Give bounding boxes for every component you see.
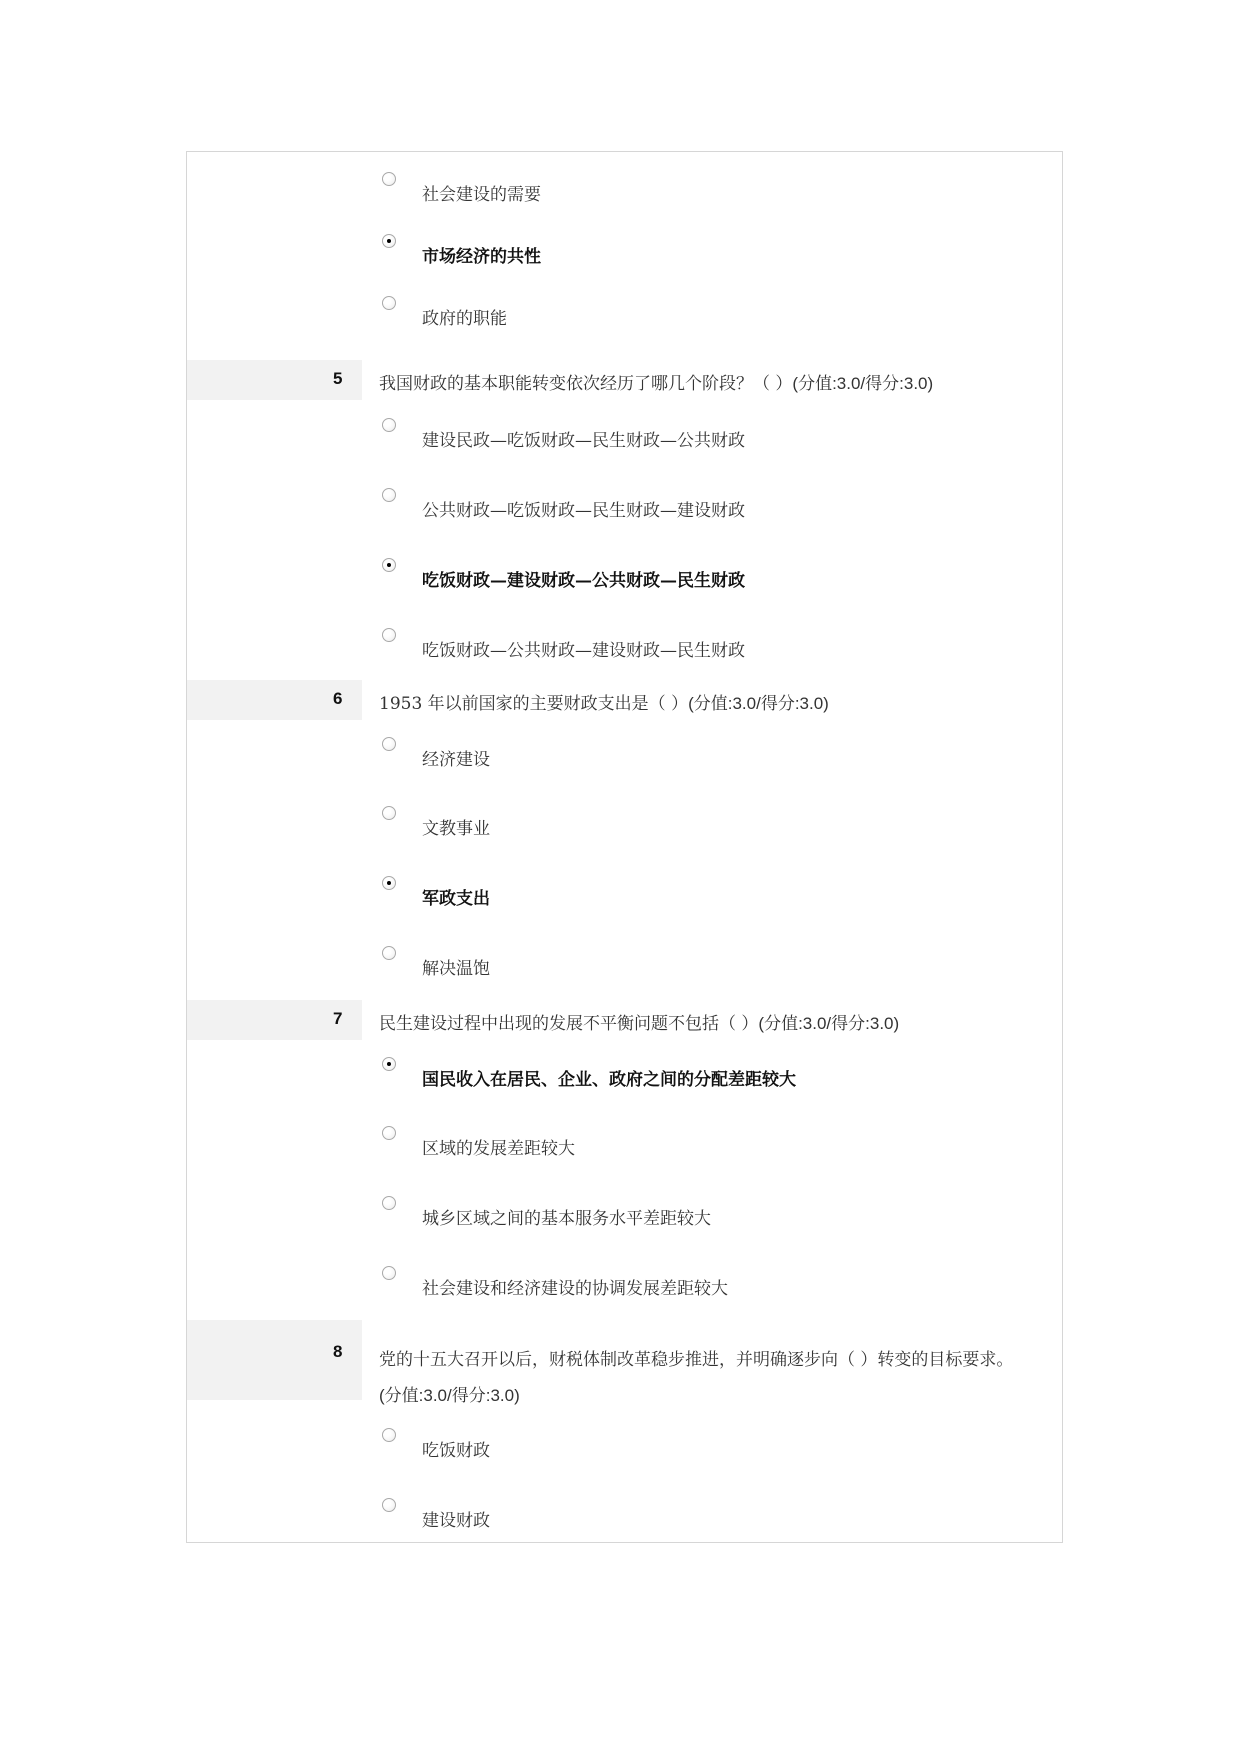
option-q8-a[interactable] (187, 1428, 1063, 1461)
option-label: 社会建设的需要 (422, 185, 541, 205)
option-prev-2[interactable] (187, 234, 1063, 267)
option-label: 吃饭财政—建设财政—公共财政—民生财政 (422, 571, 745, 591)
radio-button-icon[interactable] (382, 488, 396, 502)
question-score: (分值:3.0/得分:3.0) (379, 1386, 520, 1405)
radio-button-icon[interactable] (382, 737, 396, 751)
option-label: 建设财政 (422, 1511, 490, 1531)
radio-button-icon[interactable] (382, 296, 396, 310)
option-q8-b[interactable] (187, 1498, 1063, 1531)
option-label: 吃饭财政 (422, 1441, 490, 1461)
radio-button-checked-icon[interactable] (382, 234, 396, 248)
radio-button-checked-icon[interactable] (382, 1057, 396, 1071)
radio-button-checked-icon[interactable] (382, 876, 396, 890)
question-stem: 1953 年以前国家的主要财政支出是（ ） (379, 694, 689, 714)
radio-button-icon[interactable] (382, 946, 396, 960)
radio-button-icon[interactable] (382, 1196, 396, 1210)
option-q5-c[interactable] (187, 558, 1063, 591)
radio-button-icon[interactable] (382, 1126, 396, 1140)
option-q6-a[interactable] (187, 737, 1063, 770)
question-text (379, 1009, 899, 1034)
question-score: (分值:3.0/得分:3.0) (792, 374, 934, 393)
option-label: 吃饭财政—公共财政—建设财政—民生财政 (422, 641, 745, 661)
option-label: 区域的发展差距较大 (422, 1139, 575, 1159)
option-q5-b[interactable] (187, 488, 1063, 521)
option-q6-c[interactable] (187, 876, 1063, 909)
option-label: 国民收入在居民、企业、政府之间的分配差距较大 (422, 1070, 796, 1090)
quiz-frame (186, 151, 1063, 1543)
option-prev-1[interactable] (187, 172, 1063, 205)
option-label: 社会建设和经济建设的协调发展差距较大 (422, 1279, 728, 1299)
option-label: 军政支出 (422, 889, 490, 909)
question-score: (分值:3.0/得分:3.0) (688, 694, 829, 713)
option-label: 市场经济的共性 (422, 247, 541, 267)
question-number: 8 (333, 1342, 343, 1361)
radio-button-icon[interactable] (382, 418, 396, 432)
option-q7-c[interactable] (187, 1196, 1063, 1229)
radio-button-icon[interactable] (382, 1266, 396, 1280)
question-stem: 民生建设过程中出现的发展不平衡问题不包括（ ） (379, 1014, 759, 1034)
option-label: 政府的职能 (422, 309, 507, 329)
option-q6-b[interactable] (187, 806, 1063, 839)
radio-button-icon[interactable] (382, 1428, 396, 1442)
question-number: 7 (333, 1009, 343, 1028)
option-q5-d[interactable] (187, 628, 1063, 661)
option-label: 经济建设 (422, 750, 490, 770)
question-stem: 我国财政的基本职能转变依次经历了哪几个阶段？（ ） (379, 374, 793, 394)
question-stem: 党的十五大召开以后，财税体制改革稳步推进，并明确逐步向（ ）转变的目标要求。 (379, 1350, 1014, 1370)
question-text (379, 689, 829, 714)
option-label: 城乡区域之间的基本服务水平差距较大 (422, 1209, 711, 1229)
option-label: 公共财政—吃饭财政—民生财政—建设财政 (422, 501, 745, 521)
option-label: 解决温饱 (422, 959, 490, 979)
option-q7-a[interactable] (187, 1057, 1063, 1090)
question-number: 5 (333, 369, 343, 388)
option-q7-b[interactable] (187, 1126, 1063, 1159)
option-label: 文教事业 (422, 819, 490, 839)
radio-button-icon[interactable] (382, 628, 396, 642)
question-score: (分值:3.0/得分:3.0) (758, 1014, 900, 1033)
option-q5-a[interactable] (187, 418, 1063, 451)
question-text (379, 1342, 1063, 1414)
option-q7-d[interactable] (187, 1266, 1063, 1299)
radio-button-icon[interactable] (382, 172, 396, 186)
radio-button-icon[interactable] (382, 1498, 396, 1512)
option-prev-3[interactable] (187, 296, 1063, 329)
option-label: 建设民政—吃饭财政—民生财政—公共财政 (422, 431, 745, 451)
radio-button-checked-icon[interactable] (382, 558, 396, 572)
question-number: 6 (333, 689, 343, 708)
radio-button-icon[interactable] (382, 806, 396, 820)
question-text (379, 369, 933, 394)
option-q6-d[interactable] (187, 946, 1063, 979)
